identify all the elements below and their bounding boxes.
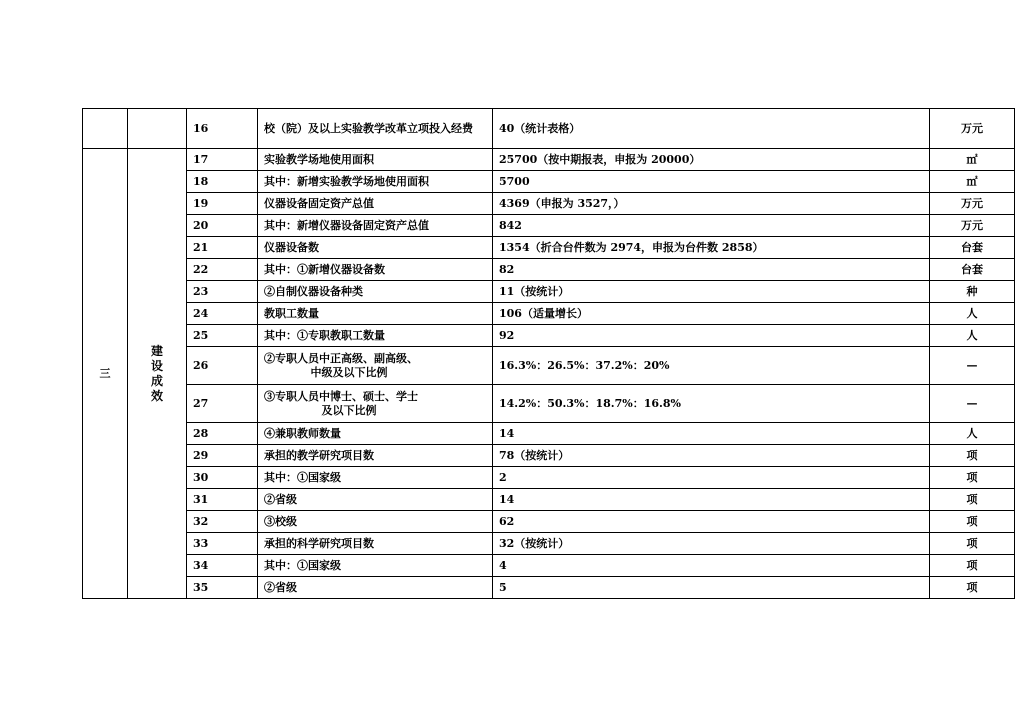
item-label [258,385,493,423]
item-label: ②省级 [258,577,493,599]
table-row [83,489,1015,511]
table-row [83,511,1015,533]
item-unit: 种 [930,281,1015,303]
item-unit: 万元 [930,215,1015,237]
item-unit: 人 [930,423,1015,445]
table-row [83,259,1015,281]
item-label: ③校级 [258,511,493,533]
item-unit: 人 [930,325,1015,347]
item-value: 11（按统计） [493,281,930,303]
item-value: 92 [493,325,930,347]
item-value: 14 [493,489,930,511]
row-number: 19 [187,193,258,215]
item-unit: 项 [930,555,1015,577]
table-row [83,423,1015,445]
item-unit: ㎡ [930,149,1015,171]
row-number: 20 [187,215,258,237]
table-row [83,193,1015,215]
section-label: 三 [83,149,128,599]
row-number: 31 [187,489,258,511]
row-number: 21 [187,237,258,259]
row-number: 25 [187,325,258,347]
item-unit: 台套 [930,237,1015,259]
item-unit: 项 [930,489,1015,511]
item-unit: 项 [930,445,1015,467]
item-value: 14 [493,423,930,445]
item-value: 32（按统计） [493,533,930,555]
row-number: 17 [187,149,258,171]
item-value: 106（适量增长） [493,303,930,325]
item-label: 其中：①国家级 [258,467,493,489]
row-number: 26 [187,347,258,385]
item-unit: 项 [930,511,1015,533]
item-label-line-2: 中级及以下比例 [310,365,388,379]
category-label: 建设成效 [128,149,187,599]
table-row [83,109,1015,149]
indicator-table [82,108,1015,599]
item-label: 其中：①国家级 [258,555,493,577]
table-row [83,149,1015,171]
item-value: 16.3%：26.5%：37.2%：20% [493,347,930,385]
item-value: 25700（按中期报表，申报为 20000） [493,149,930,171]
item-label: 其中：①专职教职工数量 [258,325,493,347]
table-row [83,533,1015,555]
item-value: 1354（折合台件数为 2974，申报为台件数 2858） [493,237,930,259]
row-number: 18 [187,171,258,193]
table-row [83,555,1015,577]
table-row [83,347,1015,385]
item-unit: ㎡ [930,171,1015,193]
item-unit: 台套 [930,259,1015,281]
item-unit: 项 [930,467,1015,489]
table-row [83,237,1015,259]
table-row [83,215,1015,237]
item-label-line-1: ③专职人员中博士、硕士、学士 [264,389,418,403]
item-label: ④兼职教师数量 [258,423,493,445]
item-value: 2 [493,467,930,489]
table-row [83,385,1015,423]
item-unit: — [930,385,1015,423]
item-unit: 万元 [930,109,1015,149]
item-label: 仪器设备数 [258,237,493,259]
item-label: 教职工数量 [258,303,493,325]
item-label: ②省级 [258,489,493,511]
row-number: 23 [187,281,258,303]
item-label: 其中：新增实验教学场地使用面积 [258,171,493,193]
row-number: 24 [187,303,258,325]
item-unit: — [930,347,1015,385]
table-row [83,325,1015,347]
item-value: 5 [493,577,930,599]
row-number: 29 [187,445,258,467]
item-value: 4 [493,555,930,577]
item-label-line-1: ②专职人员中正高级、副高级、 [264,351,418,365]
table-row [83,445,1015,467]
item-value: 5700 [493,171,930,193]
item-label: 其中：新增仪器设备固定资产总值 [258,215,493,237]
row-number: 16 [187,109,258,149]
item-unit: 项 [930,577,1015,599]
item-label [258,347,493,385]
item-value: 14.2%：50.3%：18.7%：16.8% [493,385,930,423]
row-number: 30 [187,467,258,489]
row-number: 33 [187,533,258,555]
section-cell-empty [83,109,128,149]
row-number: 28 [187,423,258,445]
table-row [83,303,1015,325]
item-label: 校（院）及以上实验教学改革立项投入经费 [258,109,493,149]
item-value: 40（统计表格） [493,109,930,149]
item-label: 承担的科学研究项目数 [258,533,493,555]
category-cell-empty [128,109,187,149]
item-label: ②自制仪器设备种类 [258,281,493,303]
item-value: 4369（申报为 3527，） [493,193,930,215]
item-label: 实验教学场地使用面积 [258,149,493,171]
item-unit: 万元 [930,193,1015,215]
row-number: 35 [187,577,258,599]
table-row [83,171,1015,193]
item-label-line-2: 及以下比例 [321,403,377,417]
item-value: 82 [493,259,930,281]
item-label: 承担的教学研究项目数 [258,445,493,467]
item-value: 842 [493,215,930,237]
row-number: 32 [187,511,258,533]
item-label: 仪器设备固定资产总值 [258,193,493,215]
item-unit: 人 [930,303,1015,325]
item-unit: 项 [930,533,1015,555]
table-row [83,281,1015,303]
item-value: 78（按统计） [493,445,930,467]
row-number: 22 [187,259,258,281]
row-number: 34 [187,555,258,577]
table-row [83,577,1015,599]
table-row [83,467,1015,489]
item-value: 62 [493,511,930,533]
row-number: 27 [187,385,258,423]
item-label: 其中：①新增仪器设备数 [258,259,493,281]
